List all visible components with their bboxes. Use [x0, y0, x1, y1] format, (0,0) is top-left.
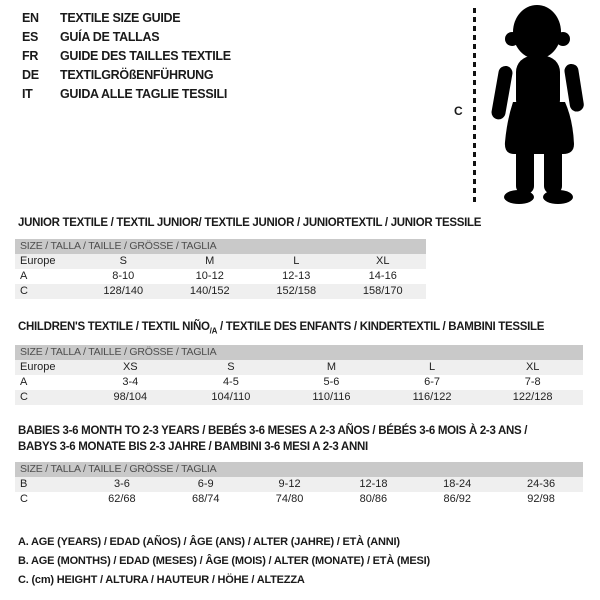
size-cell: 116/122	[412, 391, 452, 403]
note-c: C. (cm) HEIGHT / ALTURA / HAUTEUR / HÖHE / ALTEZZA	[18, 574, 305, 586]
row-label: A	[20, 270, 28, 282]
lang-label: GUÍA DE TALLAS	[60, 30, 160, 44]
size-cell: L	[429, 361, 436, 373]
lang-code: IT	[22, 87, 33, 101]
size-cell: 10-12	[195, 270, 224, 282]
size-cell: 9-12	[278, 478, 301, 490]
row-label: A	[20, 376, 28, 388]
size-cell: 122/128	[512, 391, 553, 403]
lang-code: EN	[22, 11, 39, 25]
lang-row-de	[22, 66, 231, 85]
size-cell: 18-24	[443, 478, 472, 490]
size-cell: 128/140	[103, 285, 144, 297]
lang-label: TEXTILE SIZE GUIDE	[60, 11, 181, 25]
note-b: B. AGE (MONTHS) / EDAD (MESES) / ÂGE (MOIS) / ALTER (MONATE) / ETÀ (MESI)	[18, 555, 430, 567]
row-label: C	[20, 391, 28, 403]
babies-table-title	[18, 423, 527, 455]
size-cell: XL	[376, 255, 390, 267]
size-header-bar: SIZE / TALLA / TAILLE / GRÖSSE / TAGLIA	[15, 462, 583, 477]
junior-table-title	[18, 217, 481, 229]
children-size-table	[15, 345, 583, 405]
size-header-bar: SIZE / TALLA / TAILLE / GRÖSSE / TAGLIA	[15, 239, 426, 254]
size-cell: 6-7	[424, 376, 441, 388]
size-cell: 104/110	[211, 391, 251, 403]
size-cell: 4-5	[222, 376, 239, 388]
lang-label: TEXTILGRÖßENFÜHRUNG	[60, 68, 214, 82]
table-row	[15, 375, 583, 390]
row-label: C	[20, 285, 28, 297]
language-guide	[22, 9, 231, 104]
row-label: Europe	[20, 361, 56, 373]
size-cell: 62/68	[108, 493, 136, 505]
lang-row-es	[22, 28, 231, 47]
size-cell: 8-10	[112, 270, 135, 282]
row-label: C	[20, 493, 28, 505]
size-cell: 68/74	[191, 493, 220, 505]
table-row	[15, 492, 583, 507]
size-cell: 14-16	[368, 270, 397, 282]
lang-label: GUIDA ALLE TAGLIE TESSILI	[60, 87, 228, 101]
size-cell: 86/92	[443, 493, 471, 505]
children-title-pre: CHILDREN'S TEXTILE / TEXTIL NIÑO	[18, 321, 210, 333]
size-cell: 6-9	[197, 478, 214, 490]
table-row	[15, 390, 583, 405]
size-cell: 74/80	[275, 493, 304, 505]
table-row	[15, 360, 583, 375]
lang-row-en	[22, 9, 231, 28]
size-cell: XS	[122, 361, 138, 373]
size-cell: 140/152	[189, 285, 230, 297]
junior-table-title-text: JUNIOR TEXTILE / TEXTIL JUNIOR/ TEXTILE JUNIOR / JUNIORTEXTIL / JUNIOR TESSILE	[18, 217, 482, 229]
size-header-bar: SIZE / TALLA / TAILLE / GRÖSSE / TAGLIA	[15, 345, 583, 360]
babies-title-line1: BABIES 3-6 MONTH TO 2-3 YEARS / BEBÉS 3-6 MESES A 2-3 AÑOS / BÉBÉS 3-6 MOIS À 2-3 ANS /	[18, 425, 528, 437]
size-cell: 3-4	[122, 376, 139, 388]
size-cell: 110/116	[312, 391, 351, 403]
table-row	[15, 477, 583, 492]
size-cell: S	[119, 255, 127, 267]
children-title-post: / TEXTILE DES ENFANTS / KINDERTEXTIL / BAMBINI TESSILE	[217, 321, 545, 333]
baby-silhouette-image	[483, 2, 595, 210]
lang-code: ES	[22, 30, 39, 44]
table-row	[15, 254, 426, 269]
size-cell: 158/170	[362, 285, 403, 297]
height-measure-line	[473, 8, 476, 206]
lang-code: FR	[22, 49, 39, 63]
size-cell: S	[227, 361, 235, 373]
legend-notes	[18, 533, 430, 590]
size-cell: 92/98	[527, 493, 555, 505]
size-cell: 80/86	[359, 493, 388, 505]
size-cell: 152/158	[276, 285, 317, 297]
table-row	[15, 284, 426, 299]
size-cell: 12-13	[282, 270, 311, 282]
size-cell: 24-36	[526, 478, 556, 490]
junior-size-table	[15, 239, 426, 299]
children-table-title	[18, 321, 544, 335]
size-cell: M	[326, 361, 337, 373]
table-row	[15, 269, 426, 284]
height-measure-label: C	[454, 104, 463, 118]
size-cell: 3-6	[113, 478, 130, 490]
lang-row-it	[22, 85, 231, 104]
size-cell: 5-6	[323, 376, 340, 388]
size-cell: 7-8	[524, 376, 541, 388]
lang-label: GUIDE DES TAILLES TEXTILE	[60, 49, 231, 63]
children-title-sub: /A	[209, 326, 218, 336]
babies-size-table	[15, 462, 583, 507]
lang-code: DE	[22, 68, 39, 82]
size-cell: M	[205, 255, 215, 267]
size-cell: 98/104	[113, 391, 148, 403]
size-cell: 12-18	[359, 478, 388, 490]
size-cell: L	[293, 255, 300, 267]
babies-title-line2: BABYS 3-6 MONATE BIS 2-3 JAHRE / BAMBINI 3-6 MESI A 2-3 ANNI	[18, 441, 368, 453]
row-label: Europe	[20, 255, 56, 267]
row-label: B	[20, 478, 28, 490]
lang-row-fr	[22, 47, 231, 66]
note-a: A. AGE (YEARS) / EDAD (AÑOS) / ÂGE (ANS) / ALTER (JAHRE) / ETÀ (ANNI)	[18, 536, 400, 548]
size-cell: XL	[525, 361, 540, 373]
